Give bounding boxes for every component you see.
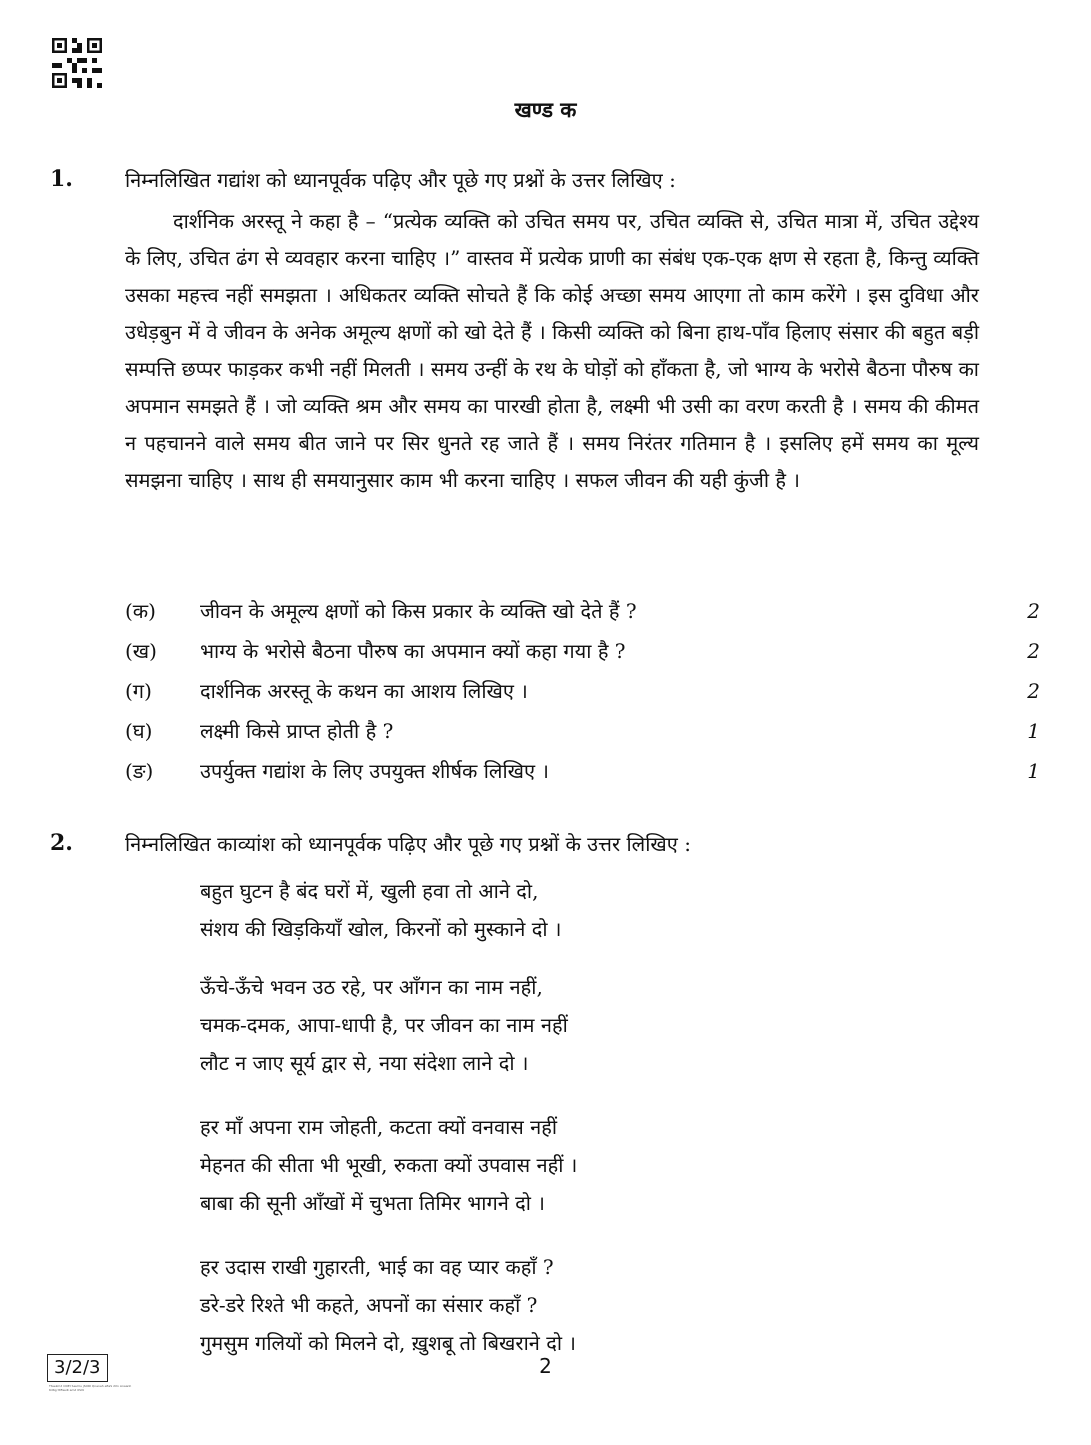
page-number: 2	[539, 1354, 552, 1378]
subquestion-text: उपर्युक्त गद्यांश के लिए उपयुक्त शीर्षक लिखिए ।	[200, 759, 550, 783]
subquestion-text: भाग्य के भरोसे बैठना पौरुष का अपमान क्यों कहा गया है ?	[200, 639, 626, 663]
poem-line: हर माँ अपना राम जोहती, कटता क्यों वनवास नहीं	[200, 1115, 558, 1139]
subquestion-marks: 2	[1027, 599, 1040, 623]
paper-code: 3/2/3	[47, 1354, 108, 1382]
poem-stanza-4	[200, 1248, 576, 1362]
poem-stanza-2	[200, 968, 568, 1082]
subquestion-kha	[125, 632, 1040, 670]
subquestion-label: (क)	[125, 599, 156, 623]
subquestion-gha	[125, 712, 1040, 750]
poem-line: गुमसुम गलियों को मिलने दो, ख़ुशबू तो बिखराने दो ।	[200, 1331, 576, 1355]
poem-line: बहुत घुटन है बंद घरों में, खुली हवा तो आने दो,	[200, 879, 539, 903]
poem-line: हर उदास राखी गुहारती, भाई का वह प्यार कहाँ ?	[200, 1255, 554, 1279]
subquestion-ga	[125, 672, 1040, 710]
subquestion-marks: 2	[1027, 639, 1040, 663]
question-1-number: 1.	[50, 166, 73, 192]
subquestion-marks: 2	[1027, 679, 1040, 703]
subquestion-text: लक्ष्मी किसे प्राप्त होती है ?	[200, 719, 394, 743]
passage-text: दार्शनिक अरस्तू ने कहा है – “प्रत्येक व्यक्ति को उचित समय पर, उचित व्यक्ति से, उचित मात्रा में, उचित उद्देश्य के लिए, उचित ढंग से व्यवहार करना चाहिए ।” वास्तव में प्रत्येक प्राणी का संबंध एक-एक क्षण से रहता है, किन्तु व्यक्ति उसका महत्त्व नहीं समझता । अधिकतर व्यक्ति सोचते हैं कि कोई अच्छा समय आएगा तो काम करेंगे । इस दुविधा और उधेड़बुन में वे जीवन के अनेक अमूल्य क्षणों को खो देते हैं । किसी व्यक्ति को बिना हाथ-पाँव हिलाए संसार की बहुत बड़ी सम्पत्ति छप्पर फाड़कर कभी नहीं मिलती । समय उन्हीं के रथ के घोड़ों को हाँकता है, जो भाग्य के भरोसे बैठना पौरुष का अपमान समझते हैं । जो व्यक्ति श्रम और समय का पारखी होता है, लक्ष्मी भी उसी का वरण करती है । समय की कीमत न पहचानने वाले समय बीत जाने पर सिर धुनते रह जाते हैं । समय निरंतर गतिमान है । इसलिए हमें समय का मूल्य समझना चाहिए । साथ ही समयानुसार काम भी करना चाहिए । सफल जीवन की यही कुंजी है ।	[125, 209, 979, 492]
subquestion-marks: 1	[1027, 759, 1040, 783]
poem-line: लौट न जाए सूर्य द्वार से, नया संदेशा लाने दो ।	[200, 1051, 529, 1075]
poem-line: ऊँचे-ऊँचे भवन उठ रहे, पर आँगन का नाम नहीं,	[200, 975, 543, 999]
question-2-number: 2.	[50, 830, 73, 856]
subquestion-nga	[125, 752, 1040, 790]
subquestion-text: दार्शनिक अरस्तू के कथन का आशय लिखिए ।	[200, 679, 528, 703]
section-title: खण्ड क	[514, 97, 577, 122]
subquestion-label: (ग)	[125, 679, 152, 703]
poem-stanza-1	[200, 872, 561, 948]
poem-line: चमक-दमक, आपा-धापी है, पर जीवन का नाम नहीं	[200, 1013, 568, 1037]
poem-line: मेहनत की सीता भी भूखी, रुकता क्यों उपवास नहीं ।	[200, 1153, 578, 1177]
poem-line: डरे-डरे रिश्ते भी कहते, अपनों का संसार कहाँ ?	[200, 1293, 538, 1317]
question-1-stem: निम्नलिखित गद्यांश को ध्यानपूर्वक पढ़िए और पूछे गए प्रश्नों के उत्तर लिखिए :	[125, 168, 676, 192]
subquestion-marks: 1	[1027, 719, 1040, 743]
subquestion-label: (ख)	[125, 639, 157, 663]
poem-line: संशय की खिड़कियाँ खोल, किरनों को मुस्काने दो ।	[200, 917, 562, 941]
subquestion-ka	[125, 592, 1040, 630]
qr-code	[52, 38, 102, 88]
subquestion-label: (ङ)	[125, 759, 154, 783]
question-2-stem: निम्नलिखित काव्यांश को ध्यानपूर्वक पढ़िए और पूछे गए प्रश्नों के उत्तर लिखिए :	[125, 832, 691, 856]
poem-line: बाबा की सूनी आँखों में चुभता तिमिर भागने दो ।	[200, 1191, 545, 1215]
question-1-passage	[125, 203, 979, 499]
subquestion-text: जीवन के अमूल्य क्षणों को किस प्रकार के व्यक्ति खो देते हैं ?	[200, 599, 637, 623]
subquestion-label: (घ)	[125, 719, 153, 743]
poem-stanza-3	[200, 1108, 577, 1222]
footer-microtext: Ttaekmd OOEI Seuhlu jSORI Qneneh eEaS 2Xn Anaanh 6d6g ttlFaeiK amd 0SI9	[49, 1384, 132, 1392]
